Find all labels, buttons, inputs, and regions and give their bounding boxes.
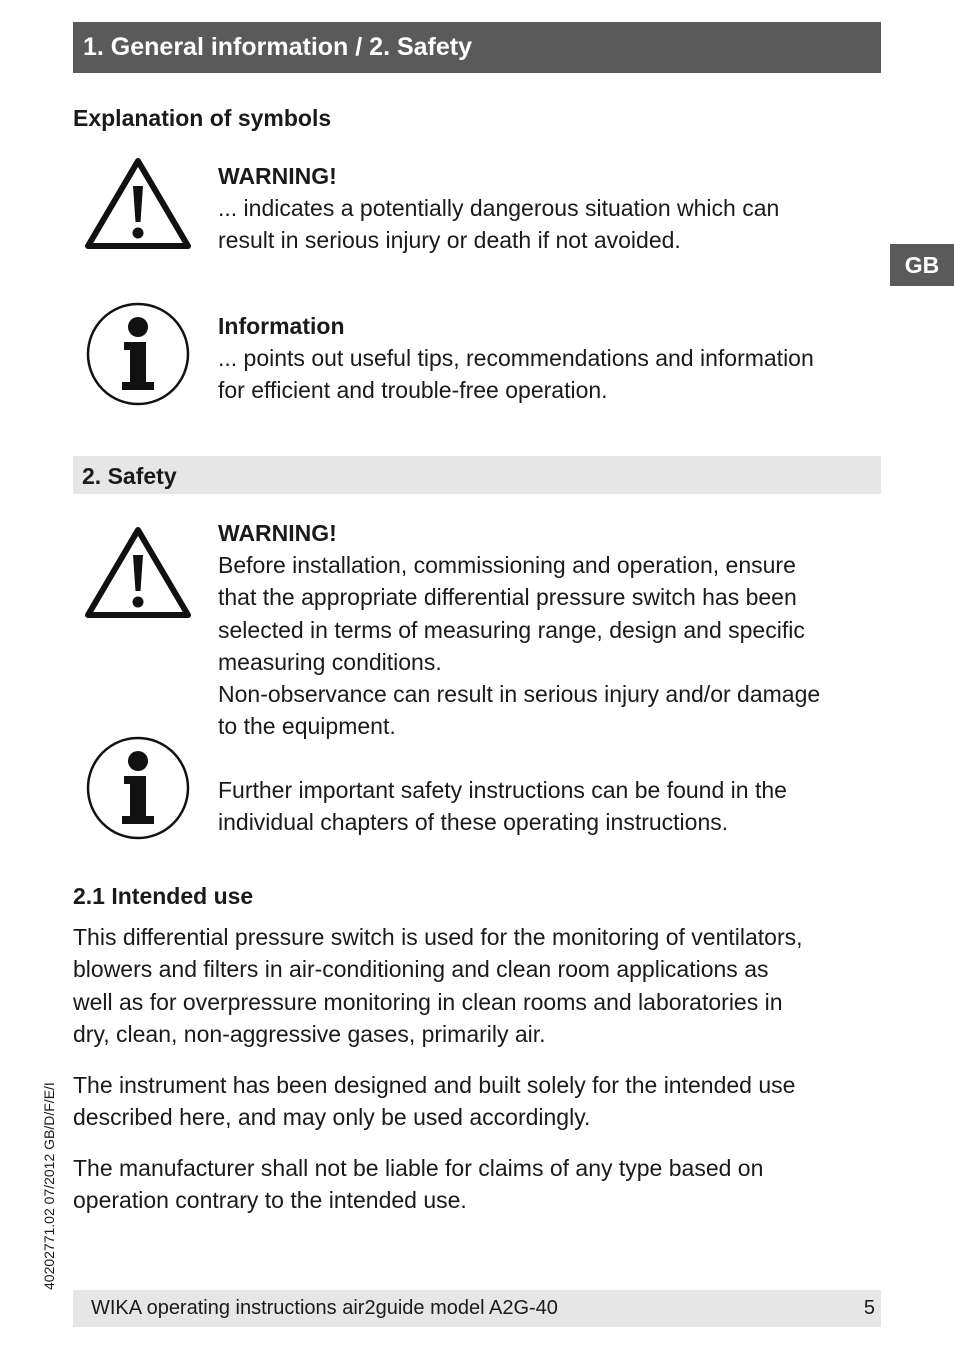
symbols-information-text [218,342,814,407]
text-line: well as for overpressure monitoring in clean rooms and laboratories in [73,988,783,1015]
page-number: 5 [863,1297,875,1319]
safety-warning-title: WARNING! [218,520,337,546]
intended-use-paragraph [73,921,803,1050]
safety-warning-text [218,549,820,743]
intended-use-paragraph [73,1069,795,1134]
intended-use-paragraph [73,1152,763,1217]
symbols-warning-text [218,192,779,257]
text-line: Non-observance can result in serious injury and/or damage [218,681,821,708]
intended-use-heading: 2.1 Intended use [73,883,254,909]
text-line: individual chapters of these operating instructions. [218,809,729,836]
text-line: ... points out useful tips, recommendations and information [218,345,814,371]
text-line: for efficient and trouble-free operation. [218,377,608,404]
information-icon [86,736,190,840]
text-line: The manufacturer shall not be liable for claims of any type based on [73,1155,764,1181]
text-line: The instrument has been designed and built solely for the intended use [73,1072,796,1098]
text-line: blowers and filters in air-conditioning and clean room applications as [73,956,769,983]
warning-triangle-icon [84,156,192,252]
text-line: ... indicates a potentially dangerous situation which can [218,195,780,221]
text-line: dry, clean, non-aggressive gases, primarily air. [73,1020,546,1047]
document-code: 40202771.02 07/2012 GB/D/F/E/I [41,1082,57,1290]
symbols-heading: Explanation of symbols [73,105,332,131]
page-header-title: 1. General information / 2. Safety [73,22,881,73]
text-line: result in serious injury or death if not avoided. [218,227,681,254]
text-line: Before installation, commissioning and operation, ensure [218,552,796,578]
text-line: operation contrary to the intended use. [73,1187,467,1214]
warning-triangle-icon [84,525,192,621]
language-tab-gb: GB [890,244,954,286]
symbols-warning-title: WARNING! [218,163,337,189]
symbols-information-title: Information [218,313,345,339]
text-line: to the equipment. [218,713,396,740]
information-icon [86,302,190,406]
safety-section-heading: 2. Safety [73,456,881,494]
page-footer [73,1290,881,1327]
text-line: described here, and may only be used accordingly. [73,1104,591,1131]
safety-info-text [218,774,787,839]
footer-text: WIKA operating instructions air2guide model A2G-40 [91,1297,558,1319]
text-line: selected in terms of measuring range, design and specific [218,616,805,643]
text-line: measuring conditions. [218,648,442,675]
text-line: that the appropriate differential pressure switch has been [218,584,797,611]
text-line: This differential pressure switch is used for the monitoring of ventilators, [73,924,803,950]
text-line: Further important safety instructions can be found in the [218,777,787,803]
